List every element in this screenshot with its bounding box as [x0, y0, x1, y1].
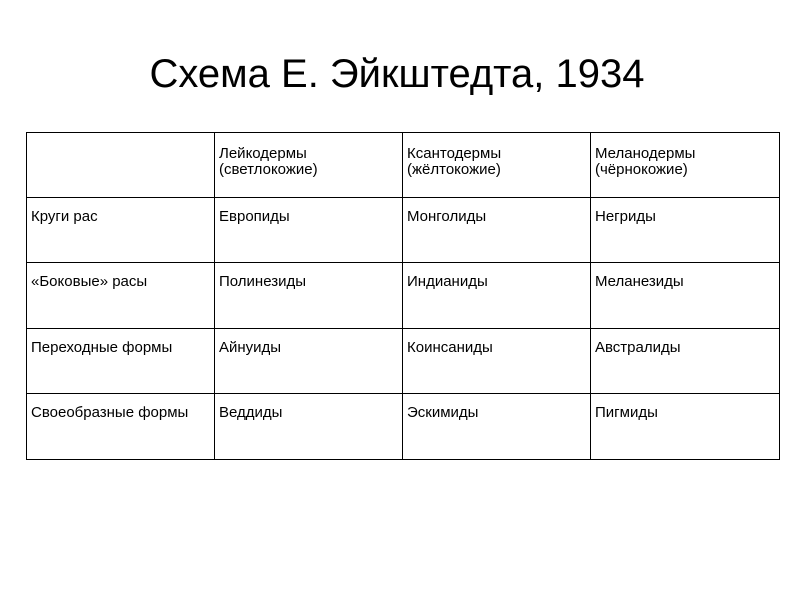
table-cell: Коинсаниды	[403, 329, 591, 394]
slide-title: Схема Е. Эйкштедта, 1934	[149, 52, 645, 96]
table-row	[27, 198, 780, 263]
table-cell: Негриды	[591, 198, 780, 263]
header-gloss: (светлокожие)	[219, 161, 318, 178]
header-cell-xanthoderm	[403, 133, 591, 198]
header-term: Лейкодермы	[219, 145, 307, 162]
row-label: Своеобразные формы	[27, 394, 215, 460]
table-row	[27, 329, 780, 394]
table-cell: Индианиды	[403, 263, 591, 329]
classification-table	[26, 132, 780, 460]
table-cell: Монголиды	[403, 198, 591, 263]
table-row	[27, 394, 780, 460]
table-cell: Эскимиды	[403, 394, 591, 460]
header-cell-melanoderm	[591, 133, 780, 198]
header-term: Меланодермы	[595, 145, 696, 162]
table-row	[27, 263, 780, 329]
header-row	[27, 133, 780, 198]
table-cell: Веддиды	[215, 394, 403, 460]
table-cell: Европиды	[215, 198, 403, 263]
header-cell-leucoderm	[215, 133, 403, 198]
row-label: Переходные формы	[27, 329, 215, 394]
header-term: Ксантодермы	[407, 145, 502, 162]
table-cell: Меланезиды	[591, 263, 780, 329]
row-label: Круги рас	[27, 198, 215, 263]
row-label: «Боковые» расы	[27, 263, 215, 329]
header-cell-empty	[27, 133, 215, 198]
header-gloss: (чёрнокожие)	[595, 161, 688, 178]
table-cell: Пигмиды	[591, 394, 780, 460]
table-cell: Айнуиды	[215, 329, 403, 394]
table-cell: Австралиды	[591, 329, 780, 394]
header-gloss: (жёлтокожие)	[407, 161, 501, 178]
table-cell: Полинезиды	[215, 263, 403, 329]
